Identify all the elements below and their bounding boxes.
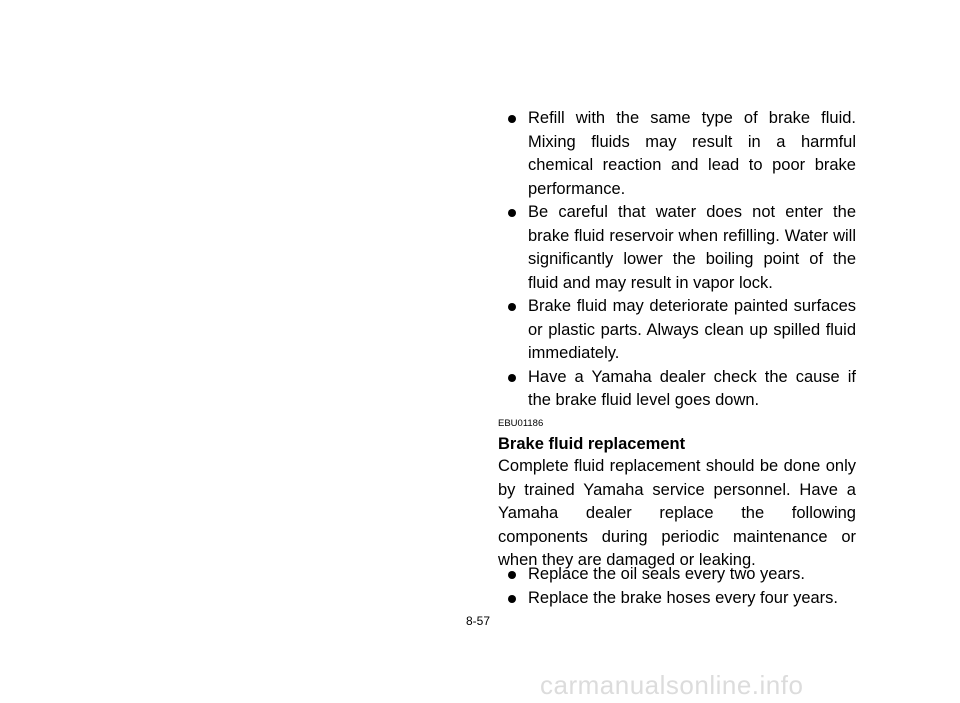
bullet-icon xyxy=(508,571,516,579)
warning-text: Refill with the same type of brake fluid. Mixing fluids may result in a harmful chemical reaction and lead to poor brake performance. xyxy=(528,109,856,198)
warning-item xyxy=(498,107,856,201)
warning-text: Have a Yamaha dealer check the cause if the brake fluid level goes down. xyxy=(528,367,856,409)
replacement-text: Replace the oil seals every two years. xyxy=(528,565,805,583)
warning-list xyxy=(498,107,856,413)
replacement-item xyxy=(498,587,856,611)
replacement-item xyxy=(498,563,856,587)
warning-item xyxy=(498,295,856,366)
warning-item xyxy=(498,201,856,295)
watermark: carmanualsonline.info xyxy=(540,670,804,700)
bullet-icon xyxy=(508,209,516,217)
page-number: 8-57 xyxy=(466,614,491,628)
section-title: Brake fluid replacement xyxy=(498,435,686,453)
warning-item xyxy=(498,366,856,413)
bullet-icon xyxy=(508,303,516,311)
bullet-icon xyxy=(508,115,516,123)
bullet-icon xyxy=(508,374,516,382)
replacement-text: Replace the brake hoses every four years. xyxy=(528,588,838,607)
section-body: Complete fluid replacement should be done only by trained Yamaha service personnel. Have a Yamaha dealer replace the following components during periodic maintenance or when they are damaged or leaking. xyxy=(498,457,856,569)
replacement-list xyxy=(498,563,856,610)
bullet-icon xyxy=(508,595,516,603)
section-code: EBU01186 xyxy=(498,418,544,429)
warning-text: Brake fluid may deteriorate painted surfaces or plastic parts. Always clean up spilled fluid immediately. xyxy=(528,297,856,362)
warning-text: Be careful that water does not enter the brake fluid reservoir when refilling. Water will significantly lower the boiling point of the fluid and may result in vapor lock. xyxy=(528,203,856,292)
